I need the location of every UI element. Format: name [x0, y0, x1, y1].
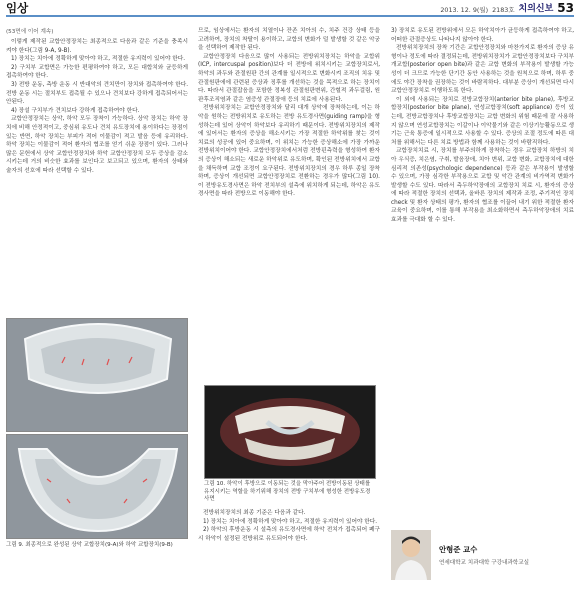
issue-date: 2013. 12. 9(월) [440, 6, 489, 14]
author-box [391, 527, 574, 583]
paragraph: 3) 전방 운동, 측방 운동 시 반대악의 견치만이 장치와 접촉하여야 한다. 전방 운동 시는 절치부도 접촉될 수 있으나 견치보다 강하게 접촉되어서는 안된다. [6, 81, 188, 106]
header-rule [6, 15, 574, 17]
paragraph: 교합장치치료 시, 장치를 부주의하게 장착하는 경우 교합장치 하방의 치아 우식증, 치은염, 구취, 발음장애, 치아 변위, 교합 변화, 교합장치에 대한 심리적 의존성(psychologic dependence) 등과 같은 부작용이 발생할 수 있으며, 가장 심각한 부작용으로 교합 및 악간 관계의 비가역적 변화가 발생할 수도 있다. 따라서 측두하악장애의 교합장치 치료 시, 환자의 증상에 따라 적절한 장치의 선택과, 올바른 장치의 제작과 조정, 주기적인 장치 check 및 환자 상태의 평가, 환자의 협조를 이끌어 내기 위한 적절한 환자 교육이 중요하며, 이를 통해 부작용을 최소화하면서 측두하악장애의 치료효과를 극대화 할 수 있다. [391, 148, 574, 224]
paragraph: 전방위치장치는 교합안정장치와 달리 대개 상악에 장착하는데, 이는 하악을 원하는 전방위치로 유도하는 전방 유도경사면(guiding ramp)을 형성하는데 있어 상악이 하악보다 유리하기 때문이다. 전방위치장치의 제작에 있어서는 환자의 증상을 해소시키는 가장 적절한 하악위를 찾는 것이 치료의 성공에 있어 중요하며, 이 위치는 가능한 증상해소에 가장 가까운 전방위치이어야 한다. 교합안정장치에서처럼 전방핀측력을 형성하여 환자의 증상이 해소되는 새로운 하악위로 유도하며, 확인된 전방위치에서 교합을 채득하며 교합 조정이 요구된다. 전방위치장치의 경우 하루 종일 장착하며, 증상이 개선되면 교합안정장치로 전환하는 경우가 많다(그림 10). 이 전방유도경사면은 하악 전치부의 설측에 위치하게 되는데, 하악은 유도경사면을 따라 전방으로 이동해야 한다. [198, 105, 380, 198]
upper-splint-photo [6, 318, 188, 432]
column-3-text [391, 27, 574, 517]
figure-9 [6, 318, 188, 550]
paragraph: 이렇게 제작된 교합안정장치는 최종적으로 다음과 같은 기준을 충족시켜야 한다(그림 9-A, 9-B). [6, 39, 188, 54]
figure-10-photo [204, 385, 376, 479]
article-column-2 [198, 27, 380, 387]
paragraph: 4) 장설 구치부가 견치보다 강하게 접촉하여야 한다. [11, 107, 140, 114]
paragraph: 2) 하악의 후방운동 시 설측의 유도경사면에 하악 전치가 접촉되어 폐구 시 하악이 설정된 전방위로 유도되어야 한다. [198, 527, 380, 542]
page-number: 53 [557, 1, 574, 15]
paragraph: 1) 장치는 치아에 정확하게 맞아야 하고, 적절한 유지력이 있어야 한다. [11, 56, 186, 63]
figure-9-caption: 그림 9. 최종적으로 완성된 상악 교합장치(9-A)와 하악 교합장치(9-B) [6, 542, 173, 548]
column-2-lower-text [198, 509, 380, 543]
paragraph: 이 외에 사용되는 장치로 전방교합장치(anterior bite plane), 후방교합장치(posterior bite plane), 연성교합장치(soft appliance) 등이 있는데, 전방교합장치나 후방교합장치는 교합 변화의 위험 때문에 잘 사용하지 않으며 연성교합장치는 이갈이나 이악물기와 같은 이상기능활동으로 생기는 근육 통증에 일시적으로 사용할 수 있다. 증상의 조절 정도에 따른 대처를 위해서는 다른 치료 방법과 함께 사용하는 것이 바람직하다. [391, 96, 574, 146]
paragraph: 전방위치장치의 장착 기간은 교합안정장치와 마찬가지로 환자의 증상 유형이나 정도에 따라 결정되는데, 전방위치장치가 교합안정장치보다 구치부 개교합(posterior open bite)과 같은 교합 변화의 부작용이 발생할 가능성이 더 크므로 가능한 단기간 동안 사용하는 것을 원칙으로 하며, 하루 중에도 야간 장착을 권장하는 것이 바람직하다. 대부분 증상이 개선되면 다시 교합안정장치로 이행하도록 한다. [391, 45, 574, 95]
section-title: 임상 [6, 1, 29, 15]
paragraph: 교합안정장치는 상악, 하악 모두 장착이 가능하다. 상악 장치는 하악 장치에 비해 안정적이고, 중심위 유도나 견치 유도장치에 용이하다는 장점이 있는 반면, 하악 장치는 부피가 적어 이물감이 적고 발음 등에 유리하다. 하악 장치는 이물감이 적어 환자의 협조를 얻기 쉬운 장점이 있다. 그러나 많은 문헌에서 상악 교합안정장치와 하악 교합안정장치 모두 증상을 감소시키는데 거의 비슷한 효과를 보인다고 보고되고 있으며, 환자의 상태와 술자의 선호에 따라 선택할 수 있다. [6, 116, 188, 174]
author-name: 안형준 교수 [439, 545, 478, 554]
page-header [6, 0, 574, 14]
lower-splint-photo [6, 434, 188, 539]
figure-10-caption: 그림 10. 하악이 후방으로 이동되는 것을 막아주어 전방이동된 상태를 유지시키는 역할을 하기위해 장치의 전방 구치부에 형성한 전방유도경사면 [204, 481, 371, 503]
issue-number: 2183호 [492, 6, 515, 14]
paragraph: 전방위치장치의 최종 기준은 다음과 같다. [203, 510, 306, 516]
article-column-1 [6, 27, 188, 320]
column-2-text [198, 27, 380, 387]
paragraph: 1) 장치는 치아에 정확하게 맞아야 하고, 적절한 유지력이 있어야 한다. [203, 518, 378, 525]
author-photo [391, 530, 431, 580]
paragraph: 므로, 임상에서는 환자의 치열이나 잔존 치아의 수, 치주 건강 상태 등을 고려하여, 장치의 착탈이 용이하고, 교합의 변화가 덜 발생할 것 같은 악궁을 선택하여 제작한 된다. [198, 28, 380, 52]
paragraph: 2) 구치부 교합면은 가능한 편평하여야 하고, 모든 대합치와 균등하게 접촉하여야 한다. [6, 64, 188, 80]
article-column-2-lower [198, 509, 380, 543]
paragraph: 3) 장치로 유도된 전방위에서 모든 하악치아가 균등하게 접촉하여야 하고, 어떠한 관절증상도 나타나지 않아야 한다. [391, 28, 574, 43]
column-1-text [6, 38, 188, 320]
header-meta [440, 0, 574, 14]
paragraph: 교합안정장치 다음으로 많이 사용되는 전방위치장치는 하악을 교합위(ICP, intercuspal position)보다 더 전방에 위치시키는 교합장치로서, 하악의 과두와 관절원판 간의 관계를 일시적으로 변화시켜 조직의 치유 및 관절원판에에 관련된 증상과 징후를 개선하는 것을 목적으로 하는 장치이다. 따라서 관절잡음을 포함한 정복성 관절원판변위, 간헐적 과두걸림, 원판후조직염과 같은 염증성 관절장애 등의 치료에 사용된다. [198, 53, 380, 103]
continued-note: (53면에 이어 계속) [6, 29, 54, 35]
author-info [439, 544, 529, 566]
article-column-3 [391, 27, 574, 517]
author-affiliation: 연세대학교 치과대학 구강내과학교실 [439, 560, 530, 566]
newspaper-name: 치의신보 [518, 4, 554, 14]
